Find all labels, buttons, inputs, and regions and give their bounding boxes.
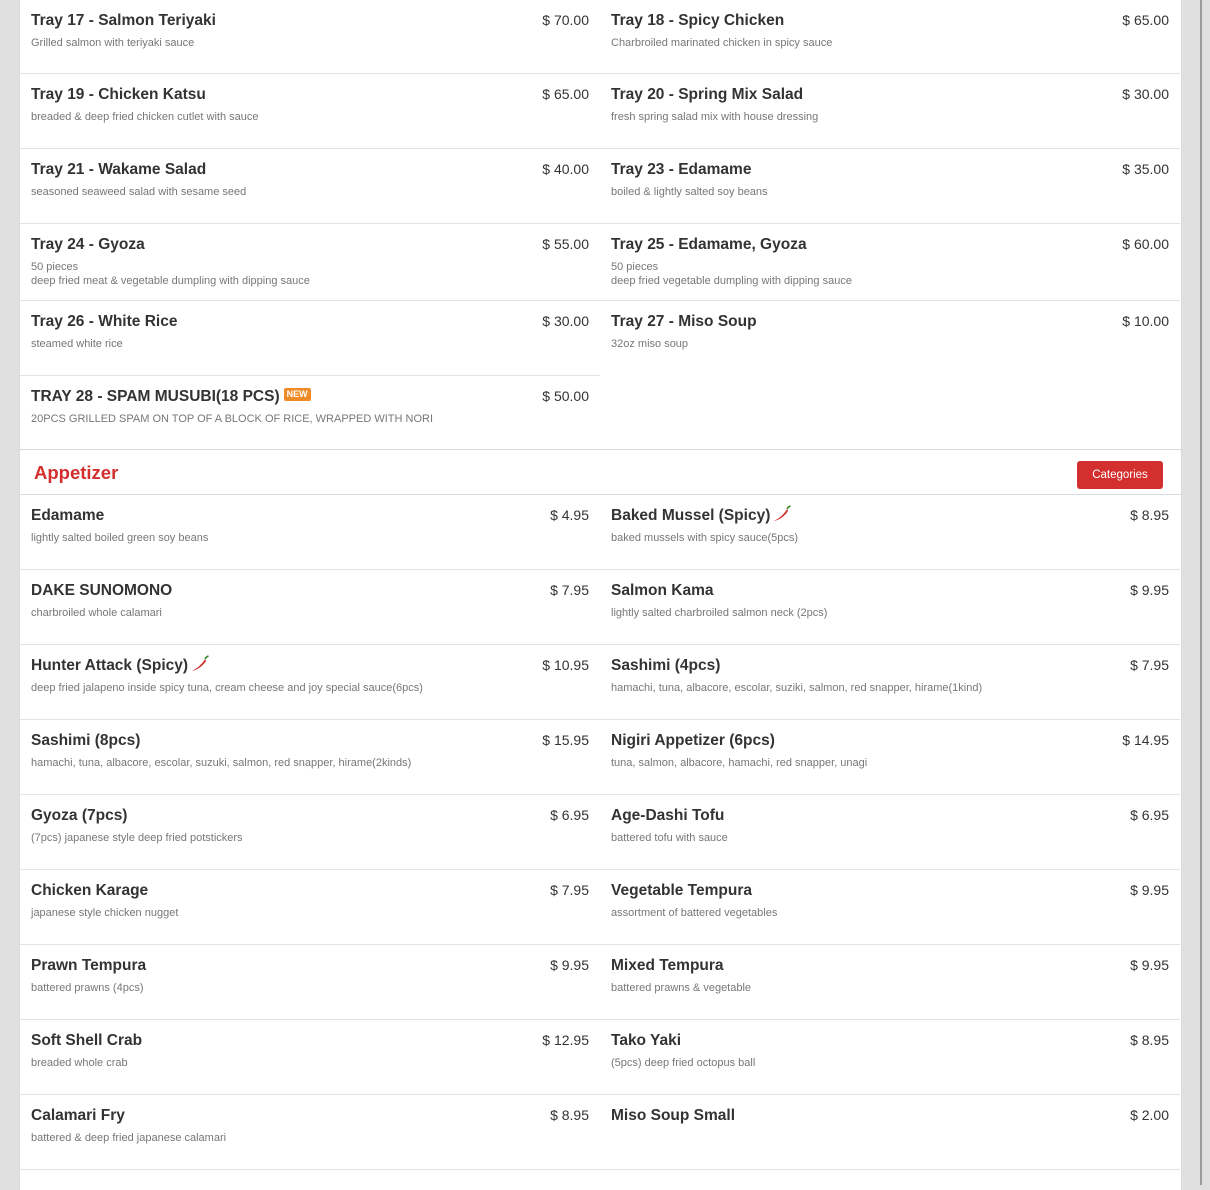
menu-item-name (31, 582, 589, 600)
menu-item-name (31, 507, 589, 525)
menu-item-description: 20PCS GRILLED SPAM ON TOP OF A BLOCK OF RICE, WRAPPED WITH NORI (31, 413, 433, 425)
menu-item-name (31, 882, 589, 900)
menu-item-name-text: Tray 27 - Miso Soup (611, 313, 757, 330)
menu-item[interactable] (20, 870, 600, 945)
menu-item-price: $ 40.00 (542, 161, 589, 177)
menu-item-name-text: Miso Soup Small (611, 1107, 736, 1124)
menu-item-description: battered prawns (4pcs) (31, 982, 144, 994)
menu-item-name-text: Tray 18 - Spicy Chicken (611, 12, 785, 29)
menu-item-price: $ 30.00 (542, 313, 589, 329)
menu-item-price: $ 4.95 (550, 507, 589, 523)
menu-item-description: 50 pieces (31, 261, 79, 273)
menu-item[interactable] (20, 301, 600, 376)
new-badge: NEW (284, 388, 311, 401)
menu-item-name-text: Calamari Fry (31, 1107, 125, 1124)
menu-item-name (611, 161, 1169, 179)
menu-item-name-text: Soft Shell Crab (31, 1032, 143, 1049)
menu-item-description: battered prawns & vegetable (611, 982, 752, 994)
menu-item[interactable] (600, 301, 1180, 376)
menu-item-name-text: Baked Mussel (Spicy) (611, 507, 771, 524)
menu-item-name-text: Sashimi (8pcs) (31, 732, 141, 749)
menu-item-description: Charbroiled marinated chicken in spicy sauce (611, 37, 833, 49)
menu-item-name (611, 1107, 1169, 1125)
menu-item-description: assortment of battered vegetables (611, 907, 778, 919)
menu-item[interactable] (600, 870, 1180, 945)
menu-item-price: $ 30.00 (1122, 86, 1169, 102)
menu-item-price: $ 15.95 (542, 732, 589, 748)
chili-pepper-icon (772, 505, 792, 523)
menu-item-description: boiled & lightly salted soy beans (611, 186, 768, 198)
menu-item[interactable] (20, 945, 600, 1020)
menu-item[interactable] (600, 149, 1180, 224)
chili-pepper-icon (190, 655, 210, 673)
menu-item-description: Grilled salmon with teriyaki sauce (31, 37, 195, 49)
menu-item-description: hamachi, tuna, albacore, escolar, suzuki, salmon, red snapper, hirame(2kinds) (31, 757, 412, 769)
menu-item-description: breaded whole crab (31, 1057, 128, 1069)
menu-item-price: $ 9.95 (1130, 957, 1169, 973)
menu-item-name-text: Prawn Tempura (31, 957, 147, 974)
menu-item[interactable] (600, 1095, 1180, 1170)
menu-item[interactable] (600, 645, 1180, 720)
window-edge (1200, 0, 1202, 1185)
menu-item[interactable] (20, 570, 600, 645)
menu-item[interactable] (20, 1095, 600, 1170)
menu-item-name-text: Tray 24 - Gyoza (31, 236, 145, 253)
menu-item-name (31, 807, 589, 825)
menu-item-price: $ 9.95 (1130, 882, 1169, 898)
menu-item-name (31, 957, 589, 975)
menu-item-name (611, 657, 1169, 675)
menu-item-description: fresh spring salad mix with house dressing (611, 111, 819, 123)
menu-item[interactable] (20, 0, 600, 74)
menu-item-price: $ 55.00 (542, 236, 589, 252)
menu-item-description: battered & deep fried japanese calamari (31, 1132, 227, 1144)
menu-item[interactable] (20, 224, 600, 301)
menu-item-price: $ 8.95 (1130, 1032, 1169, 1048)
menu-item-name-text: Sashimi (4pcs) (611, 657, 721, 674)
menu-item[interactable] (600, 720, 1180, 795)
menu-item-price: $ 50.00 (542, 388, 589, 404)
menu-item-name-text: Tako Yaki (611, 1032, 682, 1049)
menu-item-price: $ 7.95 (550, 582, 589, 598)
menu-item-description: hamachi, tuna, albacore, escolar, suziki, salmon, red snapper, hirame(1kind) (611, 682, 983, 694)
menu-item[interactable] (20, 720, 600, 795)
menu-item-price: $ 70.00 (542, 12, 589, 28)
menu-item[interactable] (600, 1020, 1180, 1095)
menu-item-description: deep fried jalapeno inside spicy tuna, cream cheese and joy special sauce(6pcs) (31, 682, 423, 694)
menu-item-description: lightly salted charbroiled salmon neck (2pcs) (611, 607, 828, 619)
menu-item[interactable] (20, 795, 600, 870)
menu-item[interactable] (600, 495, 1180, 570)
menu-item-name (31, 236, 589, 254)
menu-item-description: baked mussels with spicy sauce(5pcs) (611, 532, 799, 544)
categories-button[interactable]: Categories (1077, 461, 1163, 489)
menu-item-name-text: Tray 23 - Edamame (611, 161, 752, 178)
menu-item-name (31, 161, 589, 179)
menu-item[interactable] (600, 795, 1180, 870)
menu-item-price: $ 10.00 (1122, 313, 1169, 329)
menu-item-name-text: Salmon Kama (611, 582, 714, 599)
menu-item-name-text: Tray 26 - White Rice (31, 313, 178, 330)
menu-item-price: $ 65.00 (1122, 12, 1169, 28)
menu-item-price: $ 14.95 (1122, 732, 1169, 748)
menu-item-name-text: Edamame (31, 507, 105, 524)
menu-item-name-text: Gyoza (7pcs) (31, 807, 128, 824)
menu-item-price: $ 6.95 (1130, 807, 1169, 823)
category-title: Appetizer (34, 462, 119, 483)
menu-item-name-text: TRAY 28 - SPAM MUSUBI(18 PCS) (31, 388, 280, 405)
menu-item[interactable] (20, 149, 600, 224)
trays-section (19, 0, 1182, 450)
menu-item-description: tuna, salmon, albacore, hamachi, red snapper, unagi (611, 757, 868, 769)
menu-item-name (611, 882, 1169, 900)
menu-item-price: $ 8.95 (1130, 507, 1169, 523)
menu-item-description: lightly salted boiled green soy beans (31, 532, 209, 544)
category-header (20, 450, 1181, 495)
menu-item-name (31, 388, 589, 406)
menu-item-name (611, 313, 1169, 331)
menu-item-price: $ 2.00 (1130, 1107, 1169, 1123)
menu-item-name (611, 807, 1169, 825)
menu-item[interactable] (20, 645, 600, 720)
menu-item-name (611, 957, 1169, 975)
menu-item-description: breaded & deep fried chicken cutlet with sauce (31, 111, 259, 123)
menu-item-name-text: Tray 20 - Spring Mix Salad (611, 86, 804, 103)
menu-item-name (31, 86, 589, 104)
menu-item-price: $ 6.95 (550, 807, 589, 823)
menu-item-name-text: Hunter Attack (Spicy) (31, 657, 189, 674)
menu-item[interactable] (20, 376, 600, 449)
menu-item[interactable] (600, 570, 1180, 645)
menu-item-price: $ 7.95 (550, 882, 589, 898)
menu-item-price: $ 12.95 (542, 1032, 589, 1048)
menu-item-name-text: Age-Dashi Tofu (611, 807, 725, 824)
menu-item-name (611, 582, 1169, 600)
menu-item-name (31, 12, 589, 30)
menu-item-name-text: Chicken Karage (31, 882, 149, 899)
menu-item-name (31, 732, 589, 750)
menu-item-name (611, 1032, 1169, 1050)
menu-item-description: steamed white rice (31, 338, 123, 350)
menu-item[interactable] (600, 0, 1180, 74)
menu-item-price: $ 7.95 (1130, 657, 1169, 673)
menu-item-description: (7pcs) japanese style deep fried potstickers (31, 832, 243, 844)
menu-item-name (31, 1107, 589, 1125)
menu-item-price: $ 8.95 (550, 1107, 589, 1123)
menu-item-name (611, 507, 1169, 525)
menu-item-price: $ 60.00 (1122, 236, 1169, 252)
menu-item-name (611, 86, 1169, 104)
menu-item-name (611, 732, 1169, 750)
menu-item[interactable] (20, 495, 600, 570)
menu-item[interactable] (600, 74, 1180, 149)
menu-item-description: deep fried vegetable dumpling with dipping sauce (611, 275, 852, 287)
menu-item-name-text: Vegetable Tempura (611, 882, 752, 899)
menu-item-name-text: Tray 19 - Chicken Katsu (31, 86, 206, 103)
menu-item-description: seasoned seaweed salad with sesame seed (31, 186, 247, 198)
menu-item-price: $ 10.95 (542, 657, 589, 673)
menu-item-description: battered tofu with sauce (611, 832, 728, 844)
menu-item-name-text: DAKE SUNOMONO (31, 582, 173, 599)
menu-item-price: $ 35.00 (1122, 161, 1169, 177)
menu-item-description: charbroiled whole calamari (31, 607, 162, 619)
menu-item[interactable] (600, 945, 1180, 1020)
menu-item-price: $ 65.00 (542, 86, 589, 102)
menu-item-name (611, 236, 1169, 254)
menu-item-description: (5pcs) deep fried octopus ball (611, 1057, 756, 1069)
menu-item-name (31, 657, 589, 675)
menu-item-name-text: Tray 25 - Edamame, Gyoza (611, 236, 807, 253)
menu-item-price: $ 9.95 (550, 957, 589, 973)
menu-item-name-text: Nigiri Appetizer (6pcs) (611, 732, 775, 749)
menu-item-description: japanese style chicken nugget (31, 907, 179, 919)
menu-item-name (31, 1032, 589, 1050)
menu-item-description: deep fried meat & vegetable dumpling with dipping sauce (31, 275, 310, 287)
appetizer-section (19, 449, 1182, 1190)
menu-item-name-text: Tray 17 - Salmon Teriyaki (31, 12, 216, 29)
menu-item-name-text: Tray 21 - Wakame Salad (31, 161, 207, 178)
menu-item-description: 32oz miso soup (611, 338, 689, 350)
menu-item[interactable] (20, 1020, 600, 1095)
menu-item-description: 50 pieces (611, 261, 659, 273)
menu-item-name (31, 313, 589, 331)
menu-item-name-text: Mixed Tempura (611, 957, 724, 974)
menu-item-price: $ 9.95 (1130, 582, 1169, 598)
menu-item[interactable] (20, 74, 600, 149)
menu-item-name (611, 12, 1169, 30)
menu-item[interactable] (600, 224, 1180, 301)
